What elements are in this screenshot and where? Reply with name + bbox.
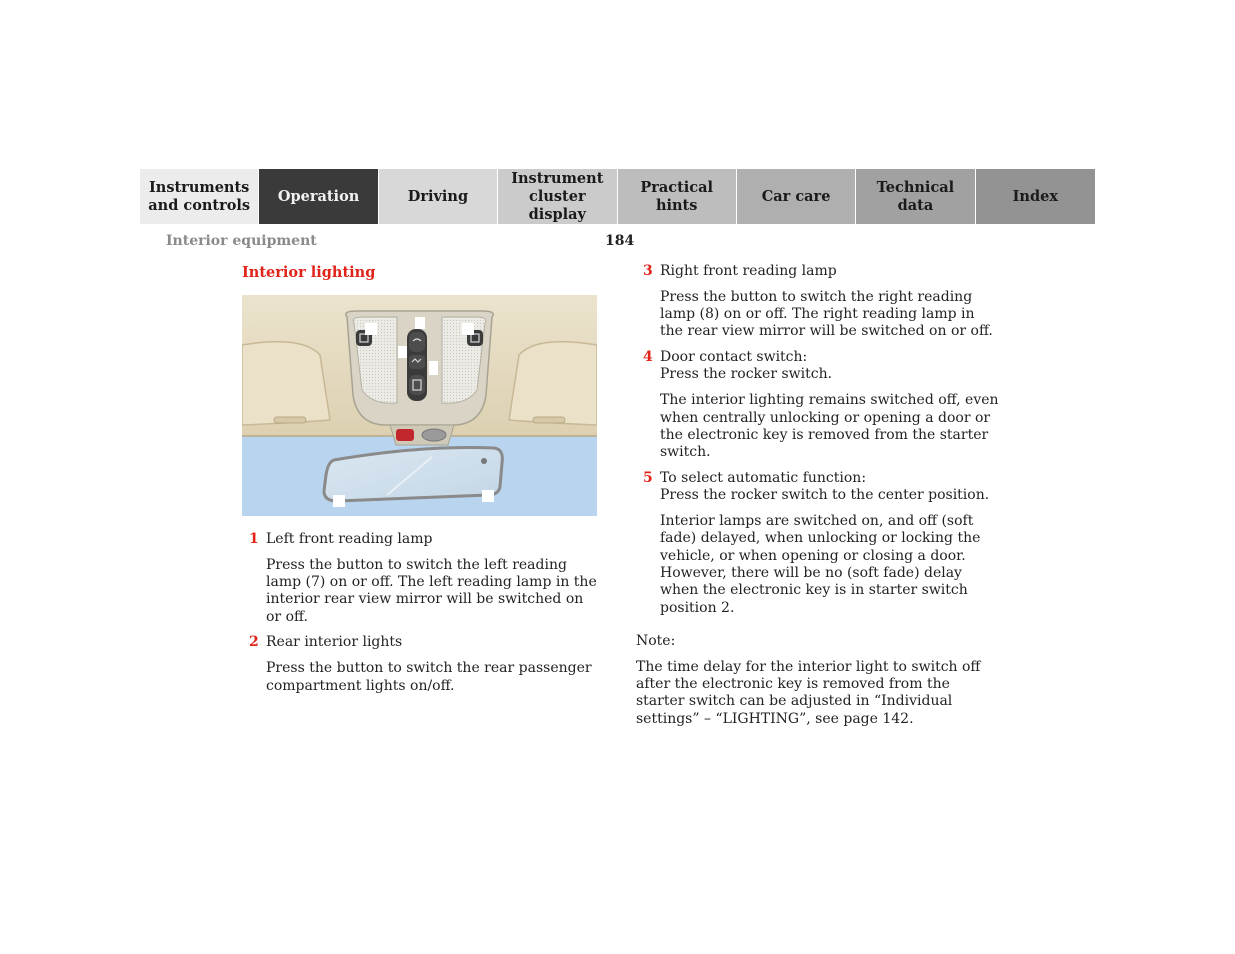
overhead-console-illustration — [242, 295, 597, 516]
sun-visor-right — [509, 342, 597, 425]
item-description: Press the button to switch the left reading lamp (7) on or off. The left reading lamp in the interior rear view mirror will be switched on or off. — [266, 556, 597, 625]
tab-practical-hints[interactable]: Practical hints — [618, 169, 737, 224]
right-column — [636, 263, 1001, 728]
item-title: To select automatic function: Press the rocker switch to the center position. — [660, 469, 990, 504]
list-item — [636, 470, 1001, 617]
rear-lights-icon — [409, 332, 425, 352]
visor-clip-left — [274, 417, 306, 423]
item-number: 1 — [249, 531, 259, 547]
item-description: The interior lighting remains switched off, even when centrally unlocking or opening a door or the electronic key is removed from the starter switch. — [660, 392, 999, 461]
page-number: 184 — [605, 233, 635, 249]
callout-marker-2 — [415, 317, 425, 329]
note-label: Note: — [636, 632, 676, 649]
item-description: Press the button to switch the rear passenger compartment lights on/off. — [266, 660, 592, 694]
item-description: Interior lamps are switched on, and off (soft fade) delayed, when unlocking or locking the vehicle, or when opening or closing a door. However, there will be no (soft fade) delay when the electronic key is in starter switch position 2. — [660, 513, 981, 616]
callout-marker-3 — [462, 323, 474, 335]
callout-marker-7 — [333, 495, 345, 507]
item-description: Press the button to switch the right reading lamp (8) on or off. The right reading lamp in the rear view mirror will be switched on or off. — [660, 288, 993, 340]
tab-driving[interactable]: Driving — [379, 169, 498, 224]
callout-marker-4 — [398, 346, 407, 358]
tab-operation[interactable]: Operation — [259, 169, 378, 224]
page-heading: Interior lighting — [242, 264, 376, 281]
list-item — [242, 634, 602, 694]
tab-instrument-cluster-display[interactable]: Instrument cluster display — [498, 169, 617, 224]
door-icon — [409, 375, 425, 395]
callout-marker-5 — [429, 361, 438, 375]
item-title: Right front reading lamp — [660, 263, 837, 279]
tab-technical-data[interactable]: Technical data — [856, 169, 975, 224]
visor-clip-right — [533, 417, 565, 423]
item-number: 3 — [643, 263, 653, 279]
item-number: 2 — [249, 634, 259, 651]
alarm-icon — [396, 429, 414, 441]
tab-index[interactable]: Index — [976, 169, 1095, 224]
list-item — [636, 349, 1001, 461]
overhead-console-svg — [242, 295, 597, 516]
callout-marker-8 — [482, 490, 494, 502]
item-title: Left front reading lamp — [266, 531, 433, 547]
list-item — [242, 531, 602, 626]
item-title: Rear interior lights — [266, 634, 403, 651]
list-item — [636, 263, 1001, 341]
sensor — [422, 429, 446, 441]
item-title: Door contact switch: Press the rocker switch. — [660, 349, 833, 383]
tab-instruments-and-controls[interactable]: Instruments and controls — [140, 169, 259, 224]
item-number: 5 — [643, 469, 653, 486]
sun-visor-left — [242, 342, 330, 425]
auto-icon — [409, 355, 425, 369]
section-title: Interior equipment — [166, 233, 317, 249]
callout-marker-1 — [365, 323, 377, 335]
item-number: 4 — [643, 349, 653, 366]
note-text: The time delay for the interior light to switch off after the electronic key is removed from the starter switch can be adjusted in “Individual settings” – “LIGHTING”, see page 142. — [636, 658, 981, 727]
tab-car-care[interactable]: Car care — [737, 169, 856, 224]
left-column — [242, 531, 602, 695]
chapter-nav — [140, 169, 1095, 224]
